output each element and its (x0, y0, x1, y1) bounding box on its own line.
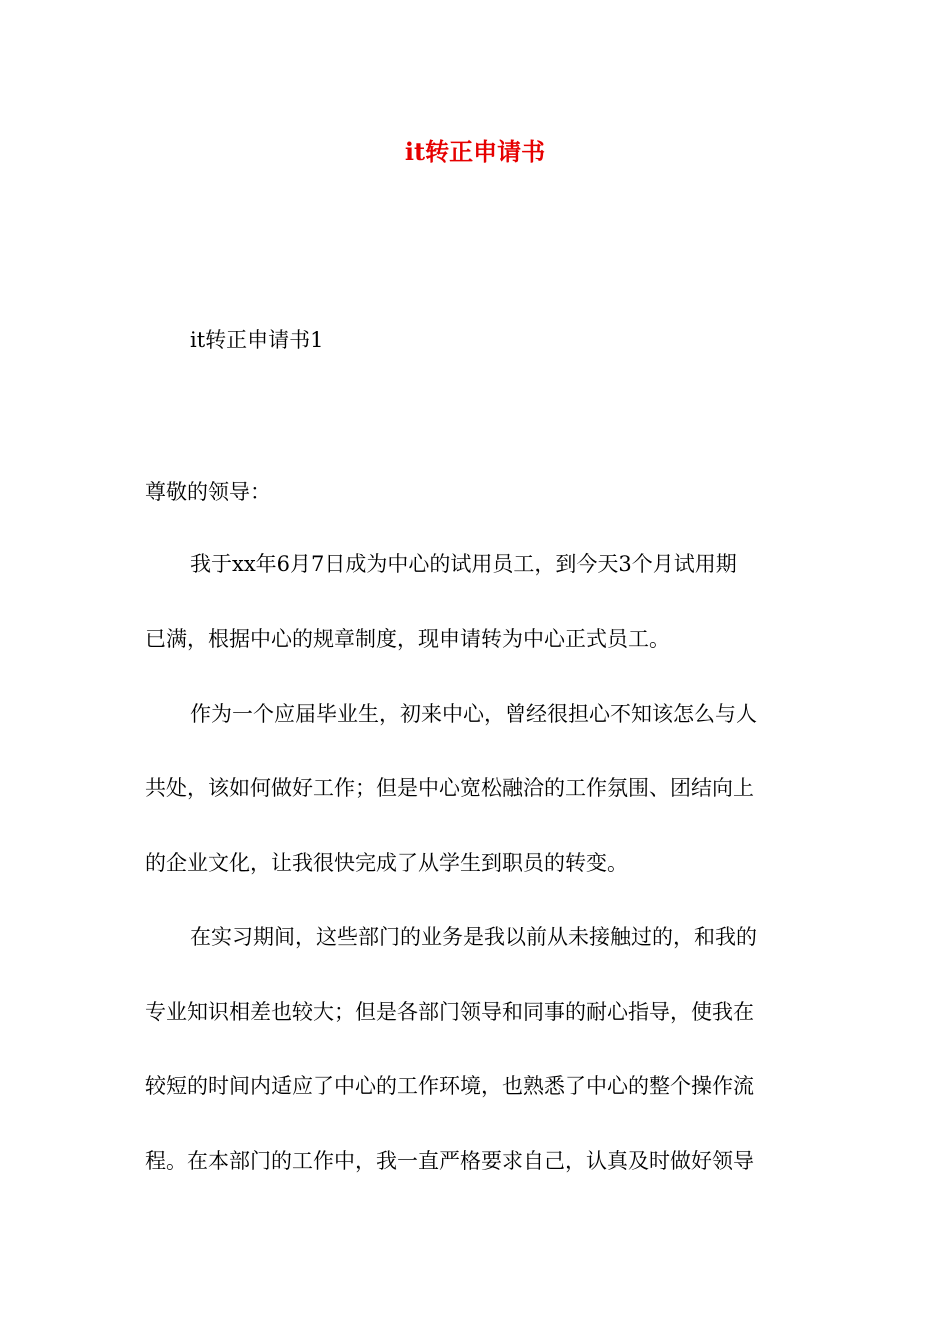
paragraph-line: 程。在本部门的工作中，我一直严格要求自己，认真及时做好领导 (145, 1149, 754, 1173)
paragraph-line: 已满，根据中心的规章制度，现申请转为中心正式员工。 (145, 627, 670, 651)
section-heading: it转正申请书1 (190, 328, 324, 352)
paragraph-line: 作为一个应届毕业生，初来中心，曾经很担心不知该怎么与人 (190, 702, 757, 726)
paragraph-line: 专业知识相差也较大；但是各部门领导和同事的耐心指导，使我在 (145, 1000, 754, 1024)
paragraph-line: 共处，该如何做好工作；但是中心宽松融洽的工作氛围、团结向上 (145, 776, 754, 800)
document-title: it转正申请书 (404, 137, 546, 166)
salutation: 尊敬的领导： (145, 480, 271, 504)
paragraph-line: 我于xx年6月7日成为中心的试用员工，到今天3个月试用期 (190, 552, 737, 576)
paragraph-line: 在实习期间，这些部门的业务是我以前从未接触过的，和我的 (190, 925, 757, 949)
paragraph-line: 的企业文化，让我很快完成了从学生到职员的转变。 (145, 851, 628, 875)
paragraph-line: 较短的时间内适应了中心的工作环境，也熟悉了中心的整个操作流 (145, 1074, 754, 1098)
